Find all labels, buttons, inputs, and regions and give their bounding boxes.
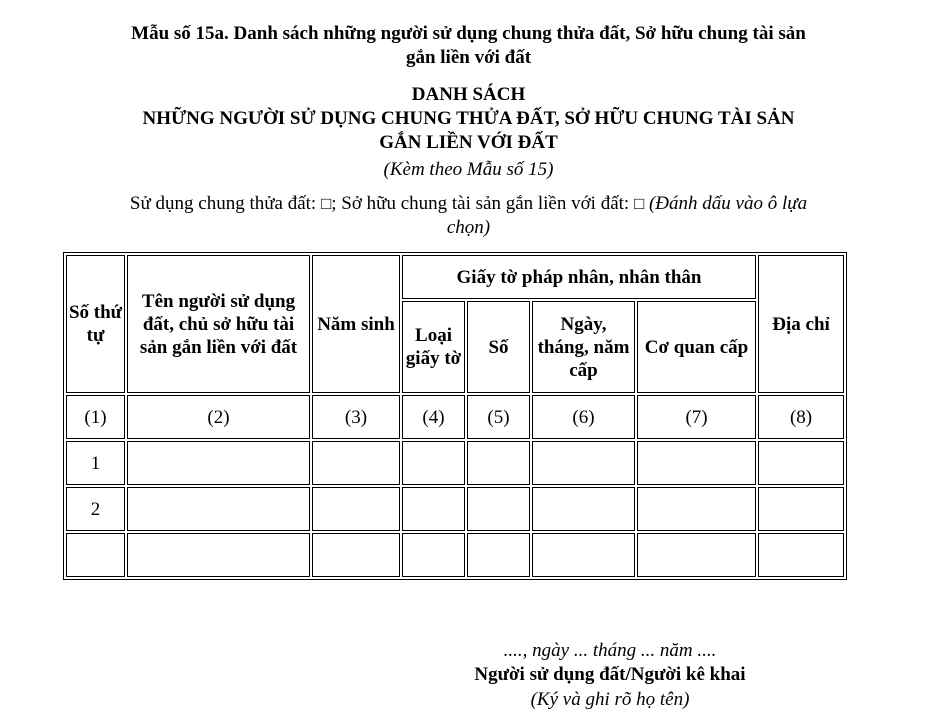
- shared-assets-checkbox[interactable]: □: [633, 194, 645, 213]
- signature-note: (Ký và ghi rõ họ tên): [530, 689, 690, 710]
- cell-doc-number[interactable]: [467, 533, 530, 577]
- form-title-line-2: gắn liền với đất: [405, 47, 532, 68]
- column-number: (7): [637, 395, 756, 439]
- cell-address[interactable]: [758, 533, 844, 577]
- signature-role: Người sử dụng đất/Người kê khai: [474, 664, 746, 685]
- cell-issue-date[interactable]: [532, 487, 635, 531]
- signature-date-line: ...., ngày ... tháng ... năm ....: [503, 640, 717, 661]
- header-issue-date: Ngày, tháng, năm cấp: [532, 301, 635, 393]
- table-row: [66, 533, 844, 577]
- cell-address[interactable]: [758, 441, 844, 485]
- form-title-line-1: Mẫu số 15a. Danh sách những người sử dụng chung thửa đất, Sở hữu chung tài sản: [131, 23, 806, 44]
- column-number: (5): [467, 395, 530, 439]
- heading-line-2: NHỮNG NGƯỜI SỬ DỤNG CHUNG THỬA ĐẤT, SỞ HỮU CHUNG TÀI SẢN: [142, 108, 795, 129]
- heading-note: (Kèm theo Mẫu số 15): [383, 159, 554, 180]
- cell-name[interactable]: [127, 533, 310, 577]
- heading-line-3: GẮN LIỀN VỚI ĐẤT: [379, 132, 558, 153]
- table-row: [66, 487, 844, 531]
- heading-line-1: DANH SÁCH: [411, 84, 526, 105]
- cell-doc-type[interactable]: [402, 487, 465, 531]
- shared-assets-label: ; Sở hữu chung tài sản gắn liền với đất:: [331, 193, 634, 214]
- column-number: (3): [312, 395, 400, 439]
- header-address: Địa chỉ: [758, 255, 844, 393]
- ownership-choice-line: [40, 192, 897, 240]
- cell-birth-year[interactable]: [312, 441, 400, 485]
- row-stt: [66, 533, 125, 577]
- header-issuer: Cơ quan cấp: [637, 301, 756, 393]
- header-doc-type: Loại giấy tờ: [402, 301, 465, 393]
- shared-use-checkbox[interactable]: □: [320, 194, 332, 213]
- choice-line-1: [40, 192, 897, 216]
- shared-use-label: Sử dụng chung thửa đất:: [129, 193, 321, 214]
- column-number: (1): [66, 395, 125, 439]
- choice-instruction-cont: chọn): [446, 217, 491, 238]
- cell-issuer[interactable]: [637, 533, 756, 577]
- header-doc-number: Số: [467, 301, 530, 393]
- cell-address[interactable]: [758, 487, 844, 531]
- cell-issue-date[interactable]: [532, 533, 635, 577]
- cell-issuer[interactable]: [637, 441, 756, 485]
- header-stt: Số thứ tự: [66, 255, 125, 393]
- cell-doc-type[interactable]: [402, 533, 465, 577]
- column-number: (2): [127, 395, 310, 439]
- header-name: Tên người sử dụng đất, chủ sở hữu tài sản gắn liền với đất: [127, 255, 310, 393]
- document-heading: [30, 83, 907, 155]
- cell-doc-type[interactable]: [402, 441, 465, 485]
- row-stt: 2: [66, 487, 125, 531]
- cell-issue-date[interactable]: [532, 441, 635, 485]
- choice-instruction: (Đánh dấu vào ô lựa: [644, 193, 808, 214]
- cell-name[interactable]: [127, 487, 310, 531]
- header-legal-docs-group: Giấy tờ pháp nhân, nhân thân: [402, 255, 756, 299]
- column-number: (6): [532, 395, 635, 439]
- form-title: [40, 22, 897, 70]
- column-number-row: [66, 395, 844, 439]
- co-owners-table: [63, 252, 847, 580]
- cell-birth-year[interactable]: [312, 487, 400, 531]
- cell-birth-year[interactable]: [312, 533, 400, 577]
- row-stt: 1: [66, 441, 125, 485]
- cell-doc-number[interactable]: [467, 441, 530, 485]
- cell-name[interactable]: [127, 441, 310, 485]
- cell-doc-number[interactable]: [467, 487, 530, 531]
- cell-issuer[interactable]: [637, 487, 756, 531]
- column-number: (4): [402, 395, 465, 439]
- table-row: [66, 441, 844, 485]
- column-number: (8): [758, 395, 844, 439]
- header-birth-year: Năm sinh: [312, 255, 400, 393]
